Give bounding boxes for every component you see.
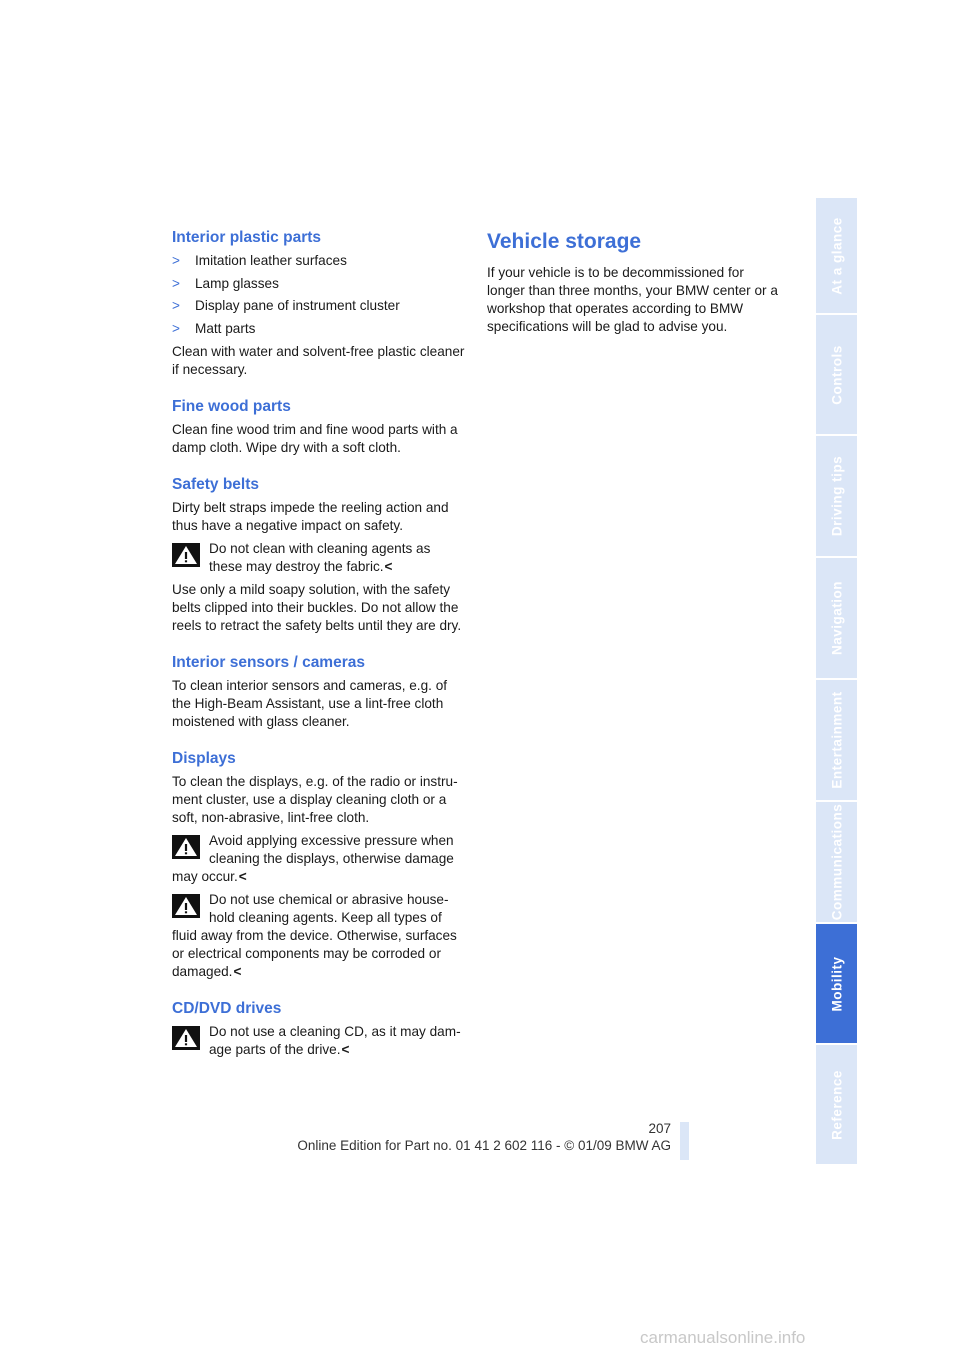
section-displays — [172, 749, 466, 981]
chapter-tabs — [816, 198, 857, 1166]
safety-belts-text-1: Dirty belt straps impede the reeling action and thus have a negative impact on safety. — [172, 499, 449, 533]
tab-entertainment[interactable]: Entertainment — [816, 680, 857, 802]
tab-driving-tips[interactable]: Driving tips — [816, 436, 857, 558]
tab-navigation[interactable]: Navigation — [816, 558, 857, 680]
bullet-icon: > — [172, 298, 180, 313]
end-mark: < — [233, 963, 242, 979]
section-cd-dvd — [172, 999, 466, 1059]
list-item: > Matt parts — [172, 320, 256, 336]
interior-plastic-text: Clean with water and solvent-free plastic cleaner if necessary. — [172, 343, 465, 377]
end-mark: < — [238, 868, 247, 884]
warning-icon — [172, 543, 200, 567]
safety-belts-text-2: Use only a mild soapy solution, with the safety belts clipped into their buckles. Do not allow the reels to retract the safety belts until they are dry. — [172, 581, 462, 633]
heading-displays: Displays — [172, 749, 236, 767]
warning-icon — [172, 835, 200, 859]
end-mark: < — [341, 1041, 350, 1057]
end-mark: < — [384, 558, 393, 574]
left-column — [172, 228, 466, 1077]
warning-note: Do not clean with cleaning agents as these may destroy the fabric.< — [172, 540, 466, 576]
vehicle-storage-text: If your vehicle is to be decommissioned for longer than three months, your BMW center or a workshop that operates according to BMW specifications will be glad to advise you. — [487, 265, 778, 334]
list-item: > Lamp glasses — [172, 275, 279, 291]
tab-reference[interactable]: Reference — [816, 1045, 857, 1166]
warning-icon — [172, 1026, 200, 1050]
right-column — [487, 228, 782, 341]
warning-note: Do not use a cleaning CD, as it may dam-age parts of the drive.< — [172, 1023, 466, 1059]
interior-sensors-text: To clean interior sensors and cameras, e.g. of the High-Beam Assistant, use a lint-free cloth moistened with glass cleaner. — [172, 677, 448, 729]
tab-at-a-glance[interactable]: At a glance — [816, 198, 857, 315]
page-number: 207 — [648, 1121, 671, 1136]
heading-cd-dvd: CD/DVD drives — [172, 999, 282, 1017]
heading-interior-plastic: Interior plastic parts — [172, 229, 322, 246]
footer-bar — [680, 1122, 689, 1160]
list-item: > Display pane of instrument cluster — [172, 298, 400, 313]
heading-vehicle-storage: Vehicle storage — [487, 230, 642, 253]
warning-note: Do not use chemical or abrasive house-hold cleaning agents. Keep all types of fluid away from the device. Otherwise, surfaces or electrical components may be corroded or damaged.< — [172, 891, 457, 979]
heading-fine-wood: Fine wood parts — [172, 397, 291, 415]
tab-communications[interactable]: Communications — [816, 802, 857, 924]
displays-text: To clean the displays, e.g. of the radio or instru-ment cluster, use a display cleaning cloth or a soft, non-abrasive, lint-free cloth. — [172, 773, 458, 825]
section-interior-sensors — [172, 653, 466, 731]
bullet-icon: > — [172, 320, 180, 336]
warning-icon — [172, 894, 200, 918]
footer-note: Online Edition for Part no. 01 41 2 602 116 - © 01/09 BMW AG — [297, 1138, 671, 1153]
tab-controls[interactable]: Controls — [816, 315, 857, 436]
interior-plastic-list — [172, 252, 466, 338]
watermark: carmanualsonline.info — [640, 1328, 806, 1347]
heading-safety-belts: Safety belts — [172, 475, 260, 493]
warning-note: Avoid applying excessive pressure when cleaning the displays, otherwise damage may occur.< — [172, 832, 454, 884]
section-interior-plastic — [172, 228, 466, 379]
section-safety-belts — [172, 475, 466, 635]
bullet-icon: > — [172, 275, 180, 291]
heading-interior-sensors: Interior sensors / cameras — [172, 653, 365, 671]
section-fine-wood — [172, 397, 466, 457]
list-item: > Imitation leather surfaces — [172, 253, 347, 268]
tab-mobility[interactable]: Mobility — [816, 924, 857, 1045]
fine-wood-text: Clean fine wood trim and fine wood parts with a damp cloth. Wipe dry with a soft cloth. — [172, 421, 458, 455]
bullet-icon: > — [172, 253, 180, 268]
